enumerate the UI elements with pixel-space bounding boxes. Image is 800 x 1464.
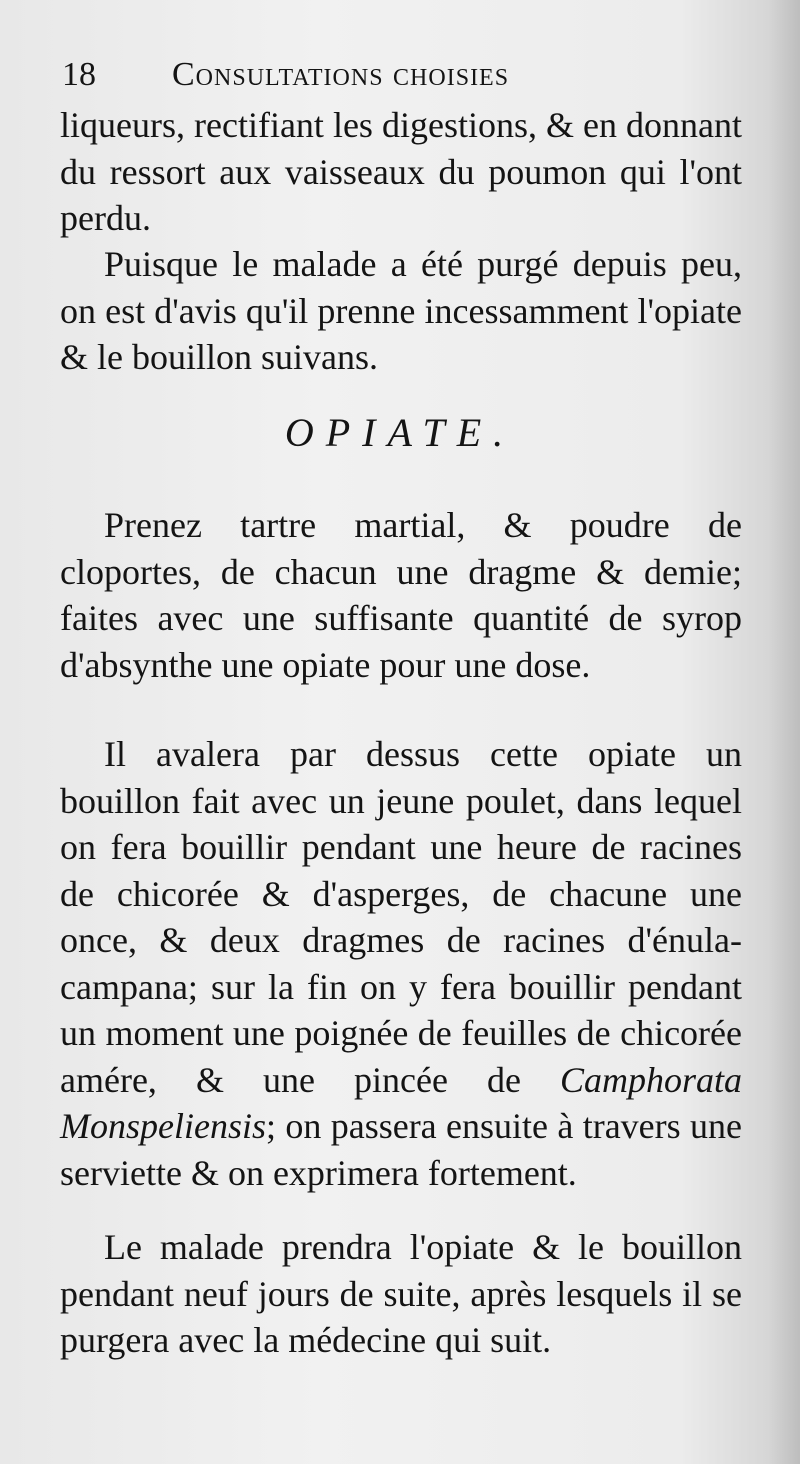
section-heading-opiate: OPIATE. xyxy=(284,410,516,455)
paragraph-final: Le malade prendra l'opiate & le bouillon pendant neuf jours de suite, après lesquels il se purgera avec la médecine qui suit. xyxy=(60,1227,742,1360)
running-title: Consultations choisies xyxy=(172,56,510,93)
continuation-paragraph: liqueurs, rectifiant les digestions, & en donnant du ressort aux vaisseaux du poumon qui l'ont perdu. xyxy=(60,105,742,238)
paragraph-purge: Puisque le malade a été purgé depuis peu, on est d'avis qu'il prenne incessamment l'opiate & le bouillon suivans. xyxy=(60,244,742,377)
paragraph-prenez: Prenez tartre martial, & poudre de cloportes, de chacun une dragme & demie; faites avec une suffisante quantité de syrop d'absynthe une opiate pour une dose. xyxy=(60,505,742,685)
latin-plant-name: Camphorata Monspeliensis xyxy=(60,1059,742,1146)
paragraph-bouillon xyxy=(60,731,742,1196)
page-header xyxy=(62,52,742,98)
page-number: 18 xyxy=(62,56,96,93)
bouillon-text-1: Il avalera par dessus cette opiate un bouillon fait avec un jeune poulet, dans lequel on fera bouillir pendant une heure de racines de chicorée & d'asperges, de chacune une once, & deux dragmes de racines d'énula-campana; sur la fin on y fera bouillir pendant un moment une poignée de feuilles de chicorée amére, & une pincée de xyxy=(60,734,742,1100)
bouillon-text-2: ; on passera ensuite à travers une serviette & on exprimera fortement. xyxy=(60,1106,742,1193)
